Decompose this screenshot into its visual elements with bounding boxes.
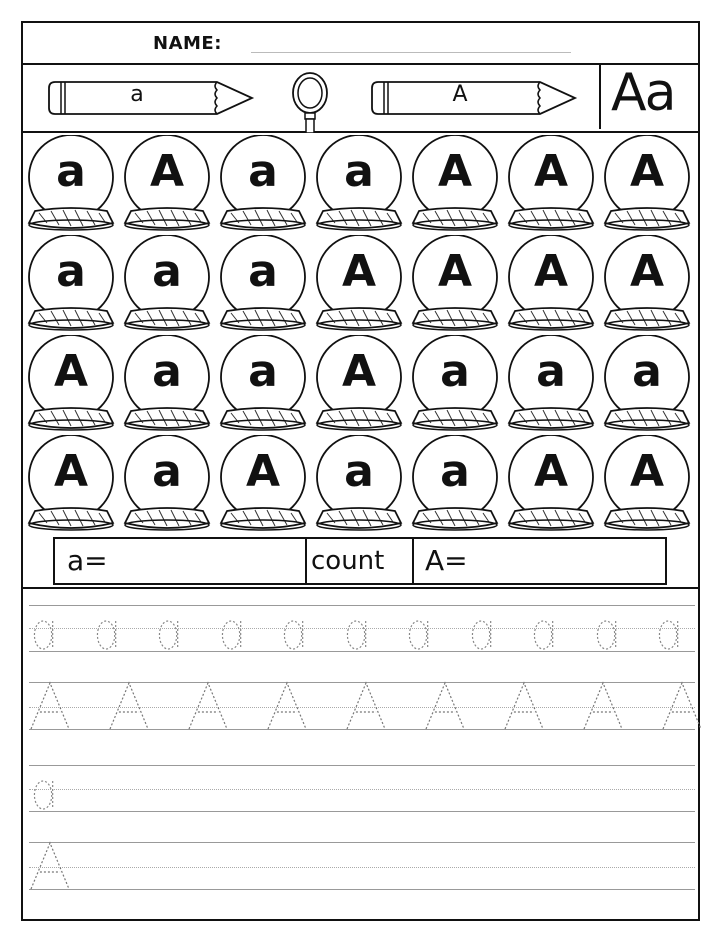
trace-letter-uppercase-a [582,681,624,735]
globe-letter: A [149,146,185,197]
globe-letter: A [533,446,569,497]
trace-letter-icon [158,619,182,651]
globe-letter: a [56,246,86,297]
trace-letter-uppercase-a [29,841,71,895]
globe-letter: a [152,246,182,297]
snow-globe[interactable] [601,135,693,231]
guide-base [29,889,695,890]
snow-globe[interactable] [505,135,597,231]
count-label: count [311,546,385,576]
trace-letter-uppercase-a [345,681,387,735]
snow-globe[interactable] [121,235,213,331]
trace-letter-icon [582,681,624,731]
snow-globe[interactable] [25,135,117,231]
guide-base [29,811,695,812]
divider [412,539,414,583]
trace-letter-lowercase-a [408,619,432,655]
globe-letter: a [152,346,182,397]
lowercase-count-label: a= [67,544,108,577]
trace-letter-icon [187,681,229,731]
globe-letter: A [533,146,569,197]
uppercase-count-label: A= [425,544,468,577]
globe-letter: A [245,446,281,497]
trace-letter-icon [221,619,245,651]
trace-letter-lowercase-a [283,619,307,655]
globe-letter: A [53,446,89,497]
snow-globe[interactable] [505,235,597,331]
pencil-uppercase [370,80,580,116]
trace-letter-uppercase-a [266,681,308,735]
snow-globe[interactable] [601,435,693,531]
globe-letter: a [440,346,470,397]
trace-letter-uppercase-a [108,681,150,735]
trace-letter-icon [661,681,703,731]
guide-top [29,605,695,606]
trace-letter-uppercase-a [503,681,545,735]
snow-globe[interactable] [25,235,117,331]
snow-globe[interactable] [217,235,309,331]
trace-letter-lowercase-a [96,619,120,655]
trace-letter-icon [108,681,150,731]
snow-globe[interactable] [505,435,597,531]
trace-letter-icon [33,619,57,651]
name-row [23,23,698,65]
divider [305,539,307,583]
trace-letter-lowercase-a [346,619,370,655]
trace-row-lowercase [29,619,695,655]
globe-letter: a [344,146,374,197]
snow-globe[interactable] [313,335,405,431]
snow-globe[interactable] [25,335,117,431]
trace-letter-icon [503,681,545,731]
trace-letter-lowercase-a [471,619,495,655]
trace-letter-icon [29,681,71,731]
trace-letter-uppercase-a [29,681,71,735]
trace-letter-lowercase-a [596,619,620,655]
snow-globe[interactable] [121,335,213,431]
globe-letter: A [341,346,377,397]
trace-letter-icon [283,619,307,651]
snow-globe[interactable] [601,335,693,431]
globe-letter: a [248,346,278,397]
trace-row-lowercase-single [29,779,79,815]
snow-globe[interactable] [217,335,309,431]
trace-letter-uppercase-a [424,681,466,735]
globe-letter: a [536,346,566,397]
guide-top [29,842,695,843]
globe-letter: a [344,446,374,497]
count-box [53,537,667,585]
snow-globe[interactable] [25,435,117,531]
globe-letter: A [437,246,473,297]
globe-letter: a [440,446,470,497]
trace-letter-icon [346,619,370,651]
snow-globe[interactable] [121,435,213,531]
trace-row-uppercase-single [29,841,79,891]
snow-globe[interactable] [409,135,501,231]
globe-letter: A [53,346,89,397]
magnifier-icon [290,69,330,137]
globe-letter: a [248,246,278,297]
globe-letter: A [533,246,569,297]
header-row [23,63,698,133]
globe-letter: a [632,346,662,397]
trace-letter-icon [533,619,557,651]
trace-letter-lowercase-a [158,619,182,655]
globe-letter: a [248,146,278,197]
trace-letter-icon [658,619,682,651]
trace-letter-icon [345,681,387,731]
globe-letter: A [629,246,665,297]
trace-letter-icon [266,681,308,731]
guide-mid [29,867,695,868]
guide-top [29,765,695,766]
snow-globe[interactable] [313,235,405,331]
trace-letter-icon [408,619,432,651]
trace-letter-lowercase-a [658,619,682,655]
snow-globe[interactable] [505,335,597,431]
snow-globe[interactable] [409,335,501,431]
trace-letter-lowercase-a [221,619,245,655]
name-label: NAME: [153,33,222,54]
trace-row-uppercase [29,681,695,731]
trace-letter-lowercase-a [33,779,57,815]
snow-globe[interactable] [121,135,213,231]
pencil-lowercase [47,80,257,116]
snow-globe[interactable] [601,235,693,331]
snow-globe[interactable] [409,235,501,331]
snow-globe[interactable] [409,435,501,531]
trace-letter-icon [29,841,71,891]
letter-pair-box [599,63,700,129]
pencil-label: a [130,82,144,107]
trace-letter-lowercase-a [533,619,557,655]
globe-letter: A [629,146,665,197]
trace-letter-icon [33,779,57,811]
globe-letter: A [629,446,665,497]
globe-letter: A [437,146,473,197]
trace-letter-icon [424,681,466,731]
globe-letter: a [152,446,182,497]
pencil-label: A [452,82,468,107]
globe-letter: A [341,246,377,297]
letter-pair-label: Aa [611,63,675,123]
worksheet [21,21,700,921]
guide-mid [29,789,695,790]
trace-letter-icon [96,619,120,651]
tracing-area[interactable] [23,587,698,921]
snow-globe[interactable] [217,435,309,531]
snow-globe[interactable] [313,435,405,531]
globe-letter: a [56,146,86,197]
snow-globe[interactable] [217,135,309,231]
snow-globe[interactable] [313,135,405,231]
trace-letter-icon [596,619,620,651]
trace-letter-lowercase-a [33,619,57,655]
trace-letter-uppercase-a [661,681,703,735]
name-input-line[interactable] [251,52,571,53]
trace-letter-icon [471,619,495,651]
trace-letter-uppercase-a [187,681,229,735]
